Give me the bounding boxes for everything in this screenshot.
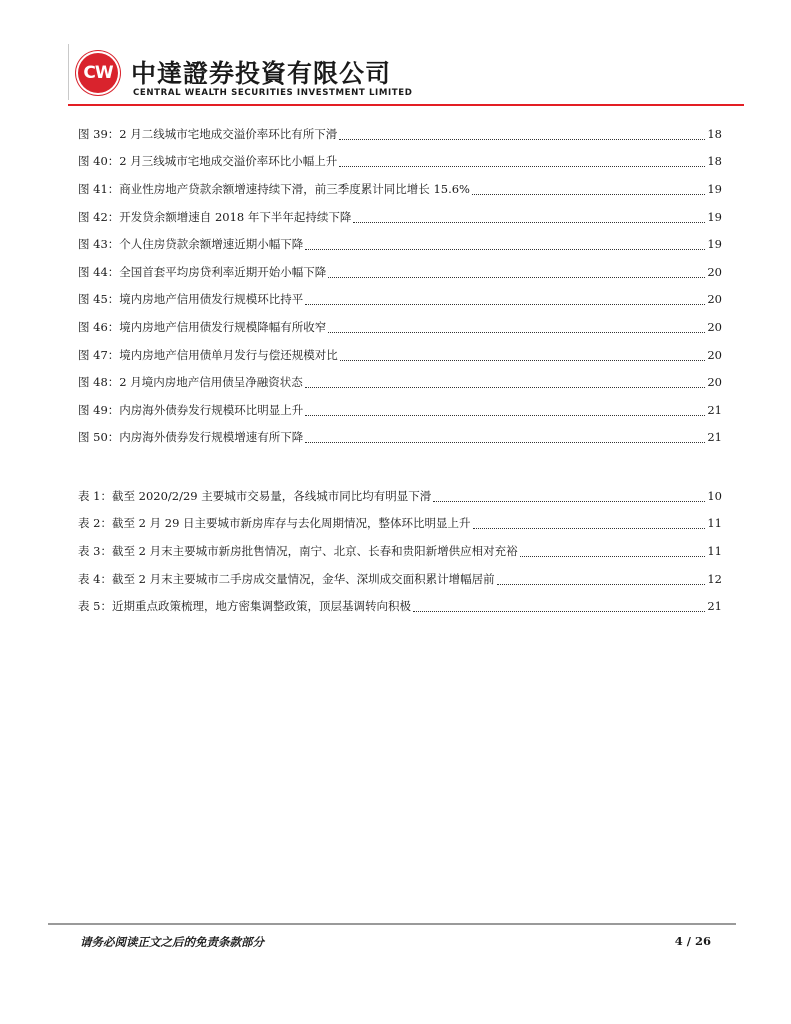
toc-entry-label: 图 45：境内房地产信用债发行规模环比持平	[78, 292, 304, 307]
toc-entry-label: 图 49：内房海外债券发行规模环比明显上升	[78, 402, 304, 417]
toc-entry-label: 表 4：截至 2 月末主要城市二手房成交量情况，金华、深圳成交面积累计增幅居前	[78, 571, 495, 586]
toc-entry-page: 12	[707, 571, 722, 586]
toc-entry[interactable]	[78, 482, 722, 510]
dot-leader	[353, 211, 705, 223]
figure-list	[78, 120, 722, 451]
toc-entry[interactable]	[78, 230, 722, 258]
dot-leader	[328, 266, 705, 278]
dot-leader	[472, 183, 705, 195]
header-rule	[68, 104, 744, 106]
toc-entry-label: 图 40：2 月三线城市宅地成交溢价率环比小幅上升	[78, 154, 338, 169]
toc-entry[interactable]	[78, 510, 722, 538]
toc-entry-page: 19	[707, 181, 722, 196]
toc-entry-label: 图 46：境内房地产信用债发行规模降幅有所收窄	[78, 319, 327, 334]
toc-entry-page: 21	[707, 402, 722, 417]
footer-rule	[48, 923, 736, 925]
toc-entry[interactable]	[78, 203, 722, 231]
toc-entry[interactable]	[78, 592, 722, 620]
toc-entry[interactable]	[78, 565, 722, 593]
toc-entry[interactable]	[78, 313, 722, 341]
company-logo	[76, 51, 120, 95]
dot-leader	[340, 349, 706, 361]
toc-entry-page: 19	[707, 237, 722, 252]
toc-entry-page: 18	[707, 126, 722, 141]
dot-leader	[473, 517, 706, 529]
dot-leader	[339, 155, 705, 167]
dot-leader	[305, 404, 705, 416]
toc-entry[interactable]	[78, 148, 722, 176]
toc-entry-page: 20	[707, 292, 722, 307]
page-number: 4 / 26	[674, 934, 711, 948]
toc-entry[interactable]	[78, 120, 722, 148]
toc-entry-page: 21	[707, 430, 722, 445]
toc-entry[interactable]	[78, 368, 722, 396]
company-name-en: CENTRAL WEALTH SECURITIES INVESTMENT LIMITED	[133, 88, 413, 98]
toc-entry-page: 20	[707, 347, 722, 362]
toc-entry-page: 10	[707, 488, 722, 503]
dot-leader	[305, 376, 706, 388]
company-name-cn: 中達證券投資有限公司	[131, 59, 392, 88]
toc-entry-page: 21	[707, 599, 722, 614]
dot-leader	[339, 128, 705, 140]
dot-leader	[305, 293, 705, 305]
toc-entry-page: 20	[707, 375, 722, 390]
dot-leader	[433, 490, 705, 502]
toc-entry-label: 图 47：境内房地产信用债单月发行与偿还规模对比	[78, 347, 338, 362]
toc-entry-label: 表 3：截至 2 月末主要城市新房批售情况，南宁、北京、长春和贵阳新增供应相对充裕	[78, 543, 518, 558]
toc-entry[interactable]	[78, 175, 722, 203]
dot-leader	[497, 573, 706, 585]
toc-entry[interactable]	[78, 341, 722, 369]
dot-leader	[520, 545, 706, 557]
toc-entry-label: 表 2：截至 2 月 29 日主要城市新房库存与去化周期情况，整体环比明显上升	[78, 516, 471, 531]
toc-entry-label: 图 48：2 月境内房地产信用债呈净融资状态	[78, 375, 303, 390]
toc-entry-label: 图 39：2 月二线城市宅地成交溢价率环比有所下滑	[78, 126, 338, 141]
dot-leader	[413, 600, 705, 612]
toc-entry-label: 图 44：全国首套平均房贷利率近期开始小幅下降	[78, 264, 327, 279]
dot-leader	[328, 321, 705, 333]
toc-entry[interactable]	[78, 396, 722, 424]
toc-entry-label: 图 43：个人住房贷款余额增速近期小幅下降	[78, 237, 304, 252]
toc-entry[interactable]	[78, 424, 722, 452]
toc-entry-label: 图 41：商业性房地产贷款余额增速持续下滑，前三季度累计同比增长 15.6%	[78, 181, 470, 196]
toc-entry-label: 图 42：开发贷余额增速自 2018 年下半年起持续下降	[78, 209, 352, 224]
toc-entry-label: 图 50：内房海外债券发行规模增速有所下降	[78, 430, 304, 445]
toc-entry-label: 表 1：截至 2020/2/29 主要城市交易量，各线城市同比均有明显下滑	[78, 488, 432, 503]
header-divider	[68, 44, 69, 100]
page-header	[0, 0, 791, 110]
toc-entry-page: 11	[707, 516, 722, 531]
toc-entry-page: 20	[707, 264, 722, 279]
footer-disclaimer: 请务必阅读正文之后的免责条款部分	[80, 935, 264, 949]
dot-leader	[305, 431, 705, 443]
table-list	[78, 482, 722, 620]
toc-entry-label: 表 5：近期重点政策梳理，地方密集调整政策，顶层基调转向积极	[78, 599, 411, 614]
toc-entry-page: 20	[707, 319, 722, 334]
logo-text: CW	[83, 63, 113, 83]
toc-entry-page: 18	[707, 154, 722, 169]
dot-leader	[305, 238, 705, 250]
toc-entry-page: 19	[707, 209, 722, 224]
toc-entry[interactable]	[78, 258, 722, 286]
toc-entry[interactable]	[78, 537, 722, 565]
toc-entry[interactable]	[78, 286, 722, 314]
toc-entry-page: 11	[707, 543, 722, 558]
